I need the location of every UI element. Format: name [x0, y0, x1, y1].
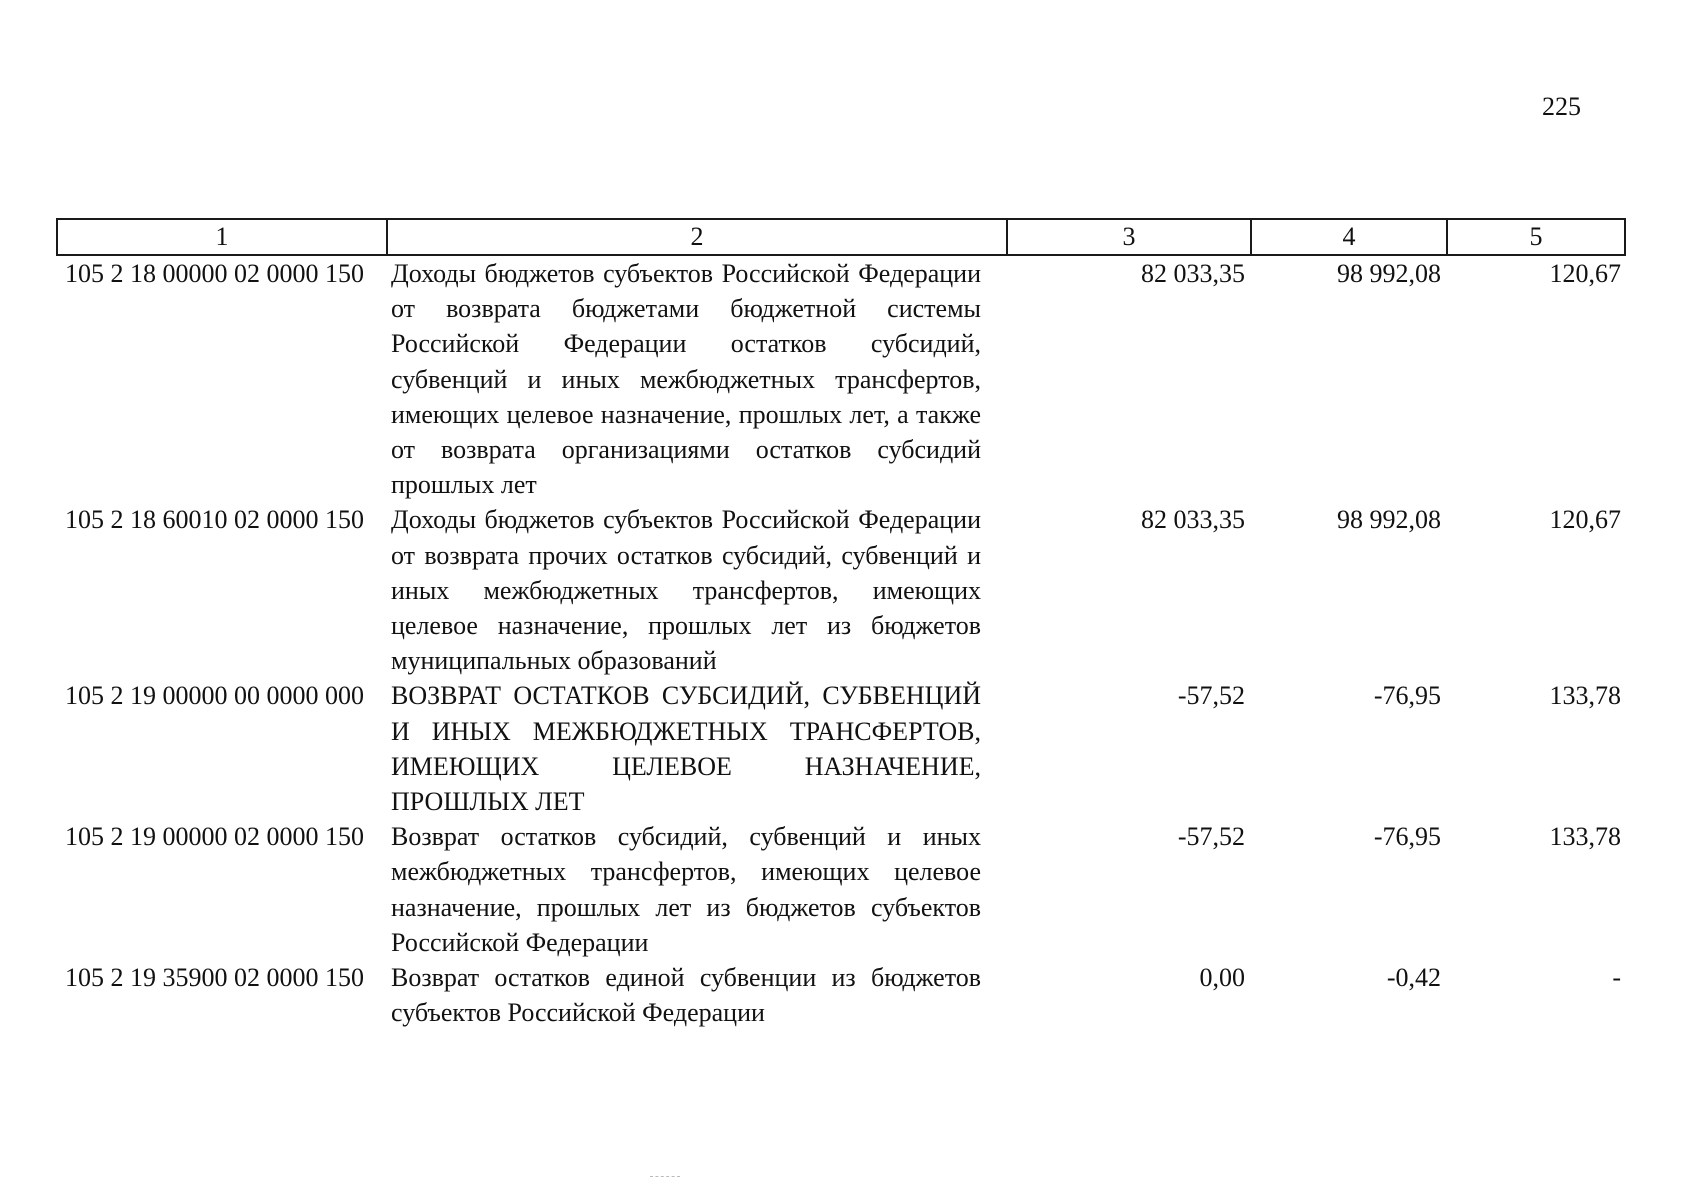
- value-col4: -76,95: [1373, 681, 1441, 711]
- budget-code: 105 2 18 60010 02 0000 150: [65, 505, 364, 535]
- column-header-4: 4: [1251, 219, 1447, 255]
- budget-code: 105 2 19 35900 02 0000 150: [65, 963, 364, 993]
- value-col3: 0,00: [1199, 963, 1245, 993]
- value-col5: 120,67: [1549, 505, 1621, 535]
- value-col4: 98 992,08: [1337, 505, 1441, 535]
- value-col4: -76,95: [1373, 822, 1441, 852]
- column-header-3: 3: [1007, 219, 1251, 255]
- revenue-name: Доходы бюджетов субъектов Российской Федерации от возврата бюджетами бюджетной системы Российской Федерации остатков субсидий, субвенций и иных межбюджетных трансфертов, имеющих целевое назначение, прошлых лет, а также от возврата организациями остатков субсидий прошлых лет: [391, 259, 981, 500]
- table-header: [57, 219, 1625, 255]
- table-body: [57, 255, 1625, 1030]
- value-col5: 133,78: [1549, 822, 1621, 852]
- value-col5: 133,78: [1549, 681, 1621, 711]
- value-col3: -57,52: [1177, 822, 1245, 852]
- revenue-name: Возврат остатков субсидий, субвенций и иных межбюджетных трансфертов, имеющих целевое назначение, прошлых лет из бюджетов субъектов Российской Федерации: [391, 822, 981, 957]
- column-number-row: [57, 219, 1625, 255]
- revenue-name: ВОЗВРАТ ОСТАТКОВ СУБСИДИЙ, СУБВЕНЦИЙ И ИНЫХ МЕЖБЮДЖЕТНЫХ ТРАНСФЕРТОВ, ИМЕЮЩИХ ЦЕЛЕВОЕ НАЗНАЧЕНИЕ, ПРОШЛЫХ ЛЕТ: [391, 681, 981, 817]
- table-row: [57, 819, 1625, 960]
- value-col3: 82 033,35: [1141, 259, 1245, 288]
- scan-artifact-mark: [650, 1176, 680, 1178]
- budget-revenue-table: [56, 218, 1626, 1030]
- value-col5: 120,67: [1549, 259, 1621, 288]
- column-header-5: 5: [1447, 219, 1625, 255]
- budget-code: 105 2 18 00000 02 0000 150: [65, 259, 364, 288]
- budget-code: 105 2 19 00000 00 0000 000: [65, 681, 364, 711]
- revenue-name: Возврат остатков единой субвенции из бюджетов субъектов Российской Федерации: [391, 963, 981, 1028]
- revenue-name: Доходы бюджетов субъектов Российской Федерации от возврата прочих остатков субсидий, субвенций и иных межбюджетных трансфертов, имеющих целевое назначение, прошлых лет из бюджетов муниципальных образований: [391, 505, 981, 676]
- value-col3: 82 033,35: [1141, 505, 1245, 535]
- table-row: [57, 502, 1625, 678]
- value-col4: 98 992,08: [1337, 259, 1441, 288]
- table-row: [57, 678, 1625, 819]
- column-header-1: 1: [57, 219, 387, 255]
- value-col5: -: [1612, 963, 1621, 993]
- table-row: [57, 960, 1625, 1030]
- column-header-2: 2: [387, 219, 1007, 255]
- value-col3: -57,52: [1177, 681, 1245, 711]
- value-col4: -0,42: [1386, 963, 1441, 993]
- budget-code: 105 2 19 00000 02 0000 150: [65, 822, 364, 852]
- table-row: [57, 255, 1625, 502]
- page-number: 225: [1542, 92, 1581, 121]
